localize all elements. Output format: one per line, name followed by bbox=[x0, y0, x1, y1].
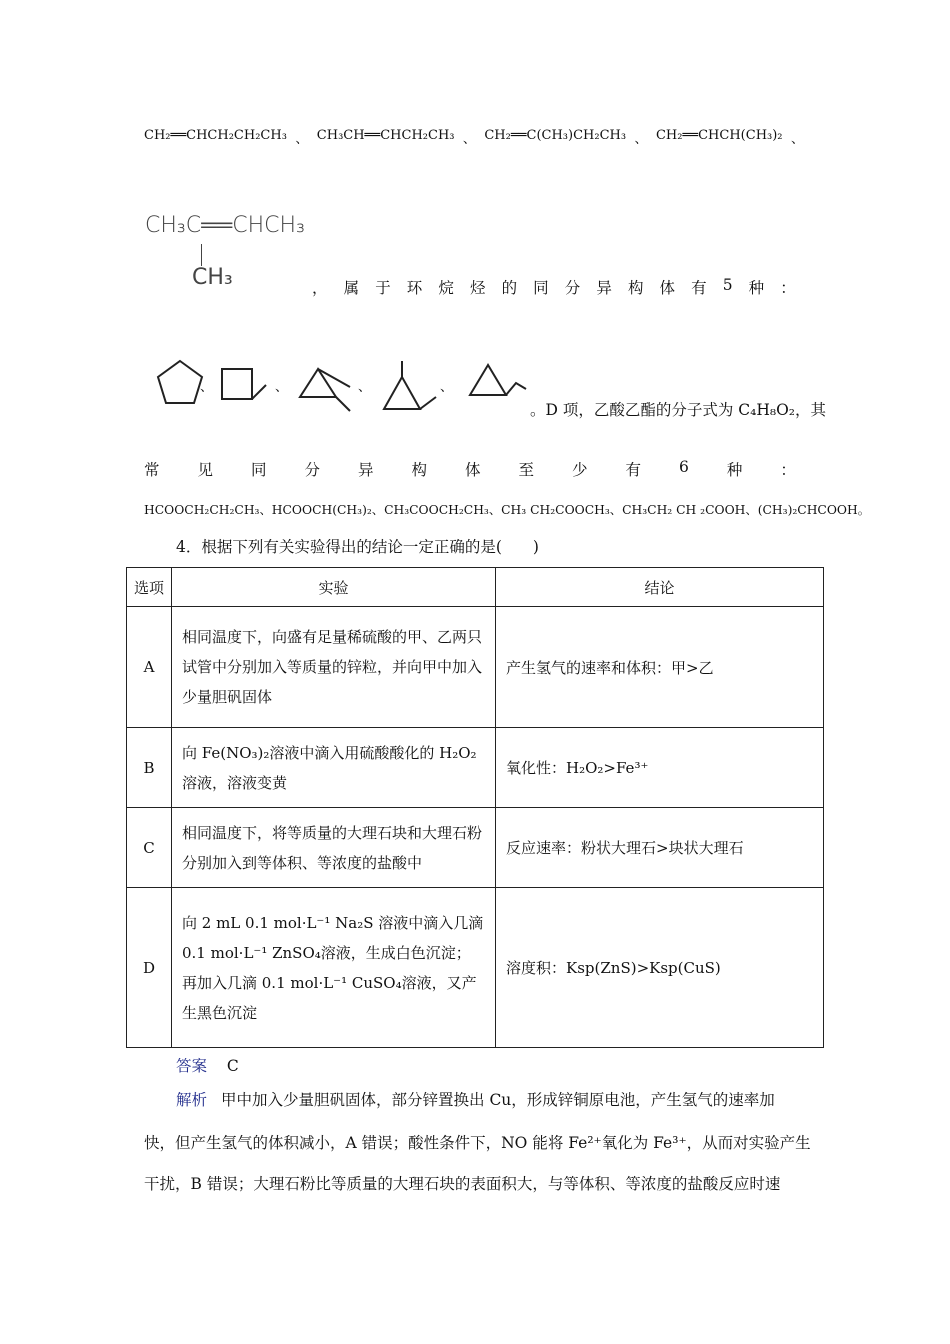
formula-1: CH₂══CHCH₂CH₂CH₃ bbox=[144, 128, 287, 143]
ring-separator: 、 bbox=[275, 380, 289, 395]
row-conclusion: 产生氢气的速率和体积：甲>乙 bbox=[496, 607, 824, 728]
char: 5 bbox=[722, 276, 733, 294]
branched-branch bbox=[192, 265, 233, 290]
table-row bbox=[127, 808, 824, 888]
char: 同 bbox=[533, 279, 549, 297]
formula-4: CH₂══CHCH(CH₃)₂ bbox=[655, 128, 783, 143]
isomer-sentence bbox=[144, 458, 796, 480]
char: 见 bbox=[197, 461, 214, 479]
cyclobutane-icon bbox=[222, 369, 252, 399]
analysis-line-3: 干扰，B 错误；大理石粉比等质量的大理石块的表面积大，与等体积、等浓度的盐酸反应时速 bbox=[144, 1175, 781, 1193]
branched-structure bbox=[145, 212, 305, 238]
answer-value: C bbox=[226, 1057, 239, 1075]
formula-row bbox=[144, 128, 804, 147]
char: 构 bbox=[627, 279, 644, 297]
header-option: 选项 bbox=[127, 568, 172, 607]
row-option: D bbox=[127, 888, 172, 1048]
analysis-line-1 bbox=[176, 1088, 808, 1110]
header-experiment: 实验 bbox=[172, 568, 496, 607]
char: ， bbox=[312, 279, 328, 297]
branched-main: CH₃C══CHCH₃ bbox=[145, 213, 305, 238]
table-row bbox=[127, 607, 824, 728]
char: ： bbox=[780, 279, 796, 297]
char: 常 bbox=[144, 461, 160, 479]
char: 于 bbox=[375, 279, 391, 297]
char: 环 bbox=[406, 279, 423, 297]
analysis-label: 解析 bbox=[176, 1091, 208, 1109]
row-option: B bbox=[127, 728, 172, 808]
char: ： bbox=[780, 461, 796, 479]
branch-bond bbox=[201, 244, 202, 266]
char: 烷 bbox=[438, 279, 454, 297]
ring-separator: 、 bbox=[440, 380, 454, 395]
analysis-text-1: 甲中加入少量胆矾固体，部分锌置换出 Cu，形成锌铜原电池，产生氢气的速率加 bbox=[221, 1091, 775, 1109]
char: 体 bbox=[465, 461, 481, 479]
ethylcyclopropane-icon bbox=[300, 369, 350, 411]
row-experiment: 向 2 mL 0.1 mol·L⁻¹ Na₂S 溶液中滴入几滴 0.1 mol·L⁻¹ ZnSO₄溶液，生成白色沉淀；再加入几滴 0.1 mol·L⁻¹ CuSO₄溶液，又产生黑色沉淀 bbox=[172, 888, 496, 1048]
char: 分 bbox=[564, 279, 581, 297]
dimethylcyclopropane-icon bbox=[384, 361, 436, 409]
row-option: A bbox=[127, 607, 172, 728]
row-experiment: 相同温度下，向盛有足量稀硫酸的甲、乙两只试管中分别加入等质量的锌粒，并向甲中加入少量胆矾固体 bbox=[172, 607, 496, 728]
cyclopentane-icon bbox=[158, 361, 202, 403]
cycloalkane-sentence bbox=[312, 276, 796, 298]
answer bbox=[176, 1054, 239, 1076]
char: 体 bbox=[659, 279, 676, 297]
char: 有 bbox=[691, 279, 707, 297]
header-conclusion: 结论 bbox=[496, 568, 824, 607]
table-row bbox=[127, 728, 824, 808]
row-experiment: 向 Fe(NO₃)₂溶液中滴入用硫酸酸化的 H₂O₂溶液，溶液变黄 bbox=[172, 728, 496, 808]
answer-label: 答案 bbox=[176, 1057, 208, 1075]
formula-2: CH₃CH══CHCH₂CH₃ bbox=[316, 128, 455, 143]
char: 烃 bbox=[469, 279, 486, 297]
char: 的 bbox=[501, 279, 518, 297]
char: 种 bbox=[748, 279, 765, 297]
separator: 、 bbox=[462, 132, 476, 147]
char: 至 bbox=[518, 461, 535, 479]
row-conclusion: 氧化性：H₂O₂>Fe³⁺ bbox=[496, 728, 824, 808]
ring-separator: 、 bbox=[358, 380, 372, 395]
char: 异 bbox=[596, 279, 612, 297]
separator: 、 bbox=[634, 132, 648, 147]
char: 异 bbox=[358, 461, 374, 479]
formula-3: CH₂══C(CH₃)CH₂CH₃ bbox=[484, 128, 627, 143]
separator: 、 bbox=[295, 132, 309, 147]
char: 种 bbox=[726, 461, 743, 479]
row-option: C bbox=[127, 808, 172, 888]
char: 同 bbox=[251, 461, 267, 479]
ring-separator: 、 bbox=[200, 380, 214, 395]
isomer-list: HCOOCH₂CH₂CH₃、HCOOCH(CH₃)₂、CH₃COOCH₂CH₃、CH₃ CH₂COOCH₃、CH₃CH₂ CH ₂COOH、(CH₃)₂CHCOOH。 bbox=[144, 503, 871, 517]
table-row bbox=[127, 888, 824, 1048]
row-conclusion: 反应速率：粉状大理石>块状大理石 bbox=[496, 808, 824, 888]
d-option-text: 。D 项，乙酸乙酯的分子式为 C₄H₈O₂，其 bbox=[530, 401, 827, 419]
char: 少 bbox=[572, 461, 588, 479]
question-4: 4．根据下列有关实验得出的结论一定正确的是( ) bbox=[176, 538, 539, 556]
char: 分 bbox=[304, 461, 321, 479]
char: 有 bbox=[625, 461, 642, 479]
separator: 、 bbox=[790, 132, 804, 147]
row-conclusion: 溶度积：Ksp(ZnS)>Ksp(CuS) bbox=[496, 888, 824, 1048]
experiment-table bbox=[126, 567, 824, 1048]
table-header-row bbox=[127, 568, 824, 607]
row-experiment: 相同温度下，将等质量的大理石块和大理石粉分别加入到等体积、等浓度的盐酸中 bbox=[172, 808, 496, 888]
char: 6 bbox=[679, 458, 689, 476]
char: 构 bbox=[411, 461, 428, 479]
char: 属 bbox=[343, 279, 360, 297]
methylcyclopropane-icon bbox=[470, 365, 526, 395]
branch-label: CH₃ bbox=[192, 265, 233, 290]
analysis-line-2: 快，但产生氢气的体积减小，A 错误；酸性条件下，NO 能将 Fe²⁺氧化为 Fe³⁺，从而对实验产生 bbox=[144, 1134, 811, 1152]
